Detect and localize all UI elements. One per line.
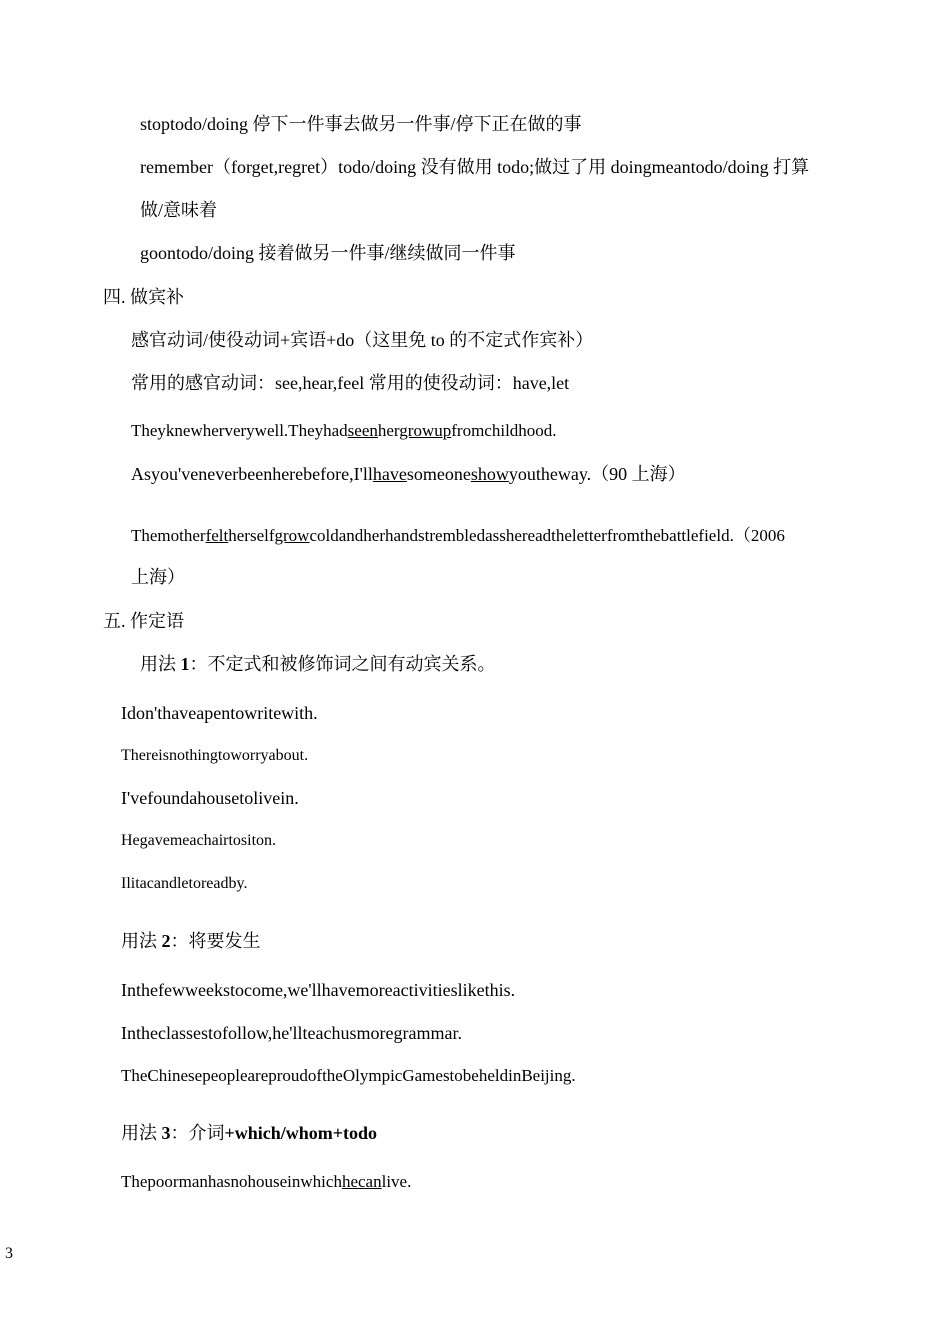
page-number: 3 [5,1245,13,1262]
rule-text: 感官动词/使役动词+宾语+do（这里免 to 的不定式作宾补） [131,330,594,350]
text-line: 上海） [131,567,185,587]
text-line: 做/意味着 [140,200,218,220]
example-sentence: Theyknewherverywell.Theyhadseenhergrowupfromchildhood. [131,421,557,440]
underlined-word: felt [205,526,229,545]
text-line: stoptodo/doing 停下一件事去做另一件事/停下正在做的事 [140,114,582,134]
text-line: remember（forget,regret）todo/doing 没有做用 todo;做过了用 doingmeantodo/doing 打算 [140,157,810,177]
example-sentence: Intheclassestofollow,he'llteachusmoregrammar. [121,1023,462,1043]
usage-heading: 用法 3：介词+which/whom+todo [121,1123,378,1143]
underlined-word: hecan [341,1172,382,1191]
underlined-word: seen [347,421,378,440]
underlined-word: show [470,464,509,484]
section-heading: 五. 作定语 [103,611,184,631]
example-sentence: TheChinesepeopleareproudoftheOlympicGamestobeheldinBeijing. [121,1066,576,1085]
underlined-word: have [372,464,407,484]
example-sentence: Themotherfeltherselfgrowcoldandherhandstrembledasshereadtheletterfromthebattlefield.（2006 [131,526,785,545]
underlined-word: growup [399,421,452,440]
example-sentence: Thereisnothingtoworryabout. [121,747,309,764]
usage-heading: 用法 2：将要发生 [121,931,261,951]
common-verbs-text: 常用的感官动词：see,hear,feel 常用的使役动词：have,let [131,373,570,393]
example-sentence: Inthefewweekstocome,we'llhavemoreactivitieslikethis. [121,980,516,1000]
example-sentence: Ilitacandletoreadby. [121,875,248,892]
example-sentence: Asyou'veneverbeenherebefore,I'llhavesomeoneshowyoutheway.（90 上海） [131,464,686,484]
example-sentence: I'vefoundahousetolivein. [121,788,299,808]
underlined-word: grow [274,526,310,545]
example-sentence: Idon'thaveapentowritewith. [121,703,318,723]
example-sentence: Hegavemeachairtositon. [121,832,277,849]
section-heading: 四. 做宾补 [103,287,184,307]
usage-heading: 用法 1：不定式和被修饰词之间有动宾关系。 [140,654,496,674]
example-sentence: Thepoormanhasnohouseinwhichhecanlive. [121,1172,412,1191]
text-line: goontodo/doing 接着做另一件事/继续做同一件事 [140,243,516,263]
